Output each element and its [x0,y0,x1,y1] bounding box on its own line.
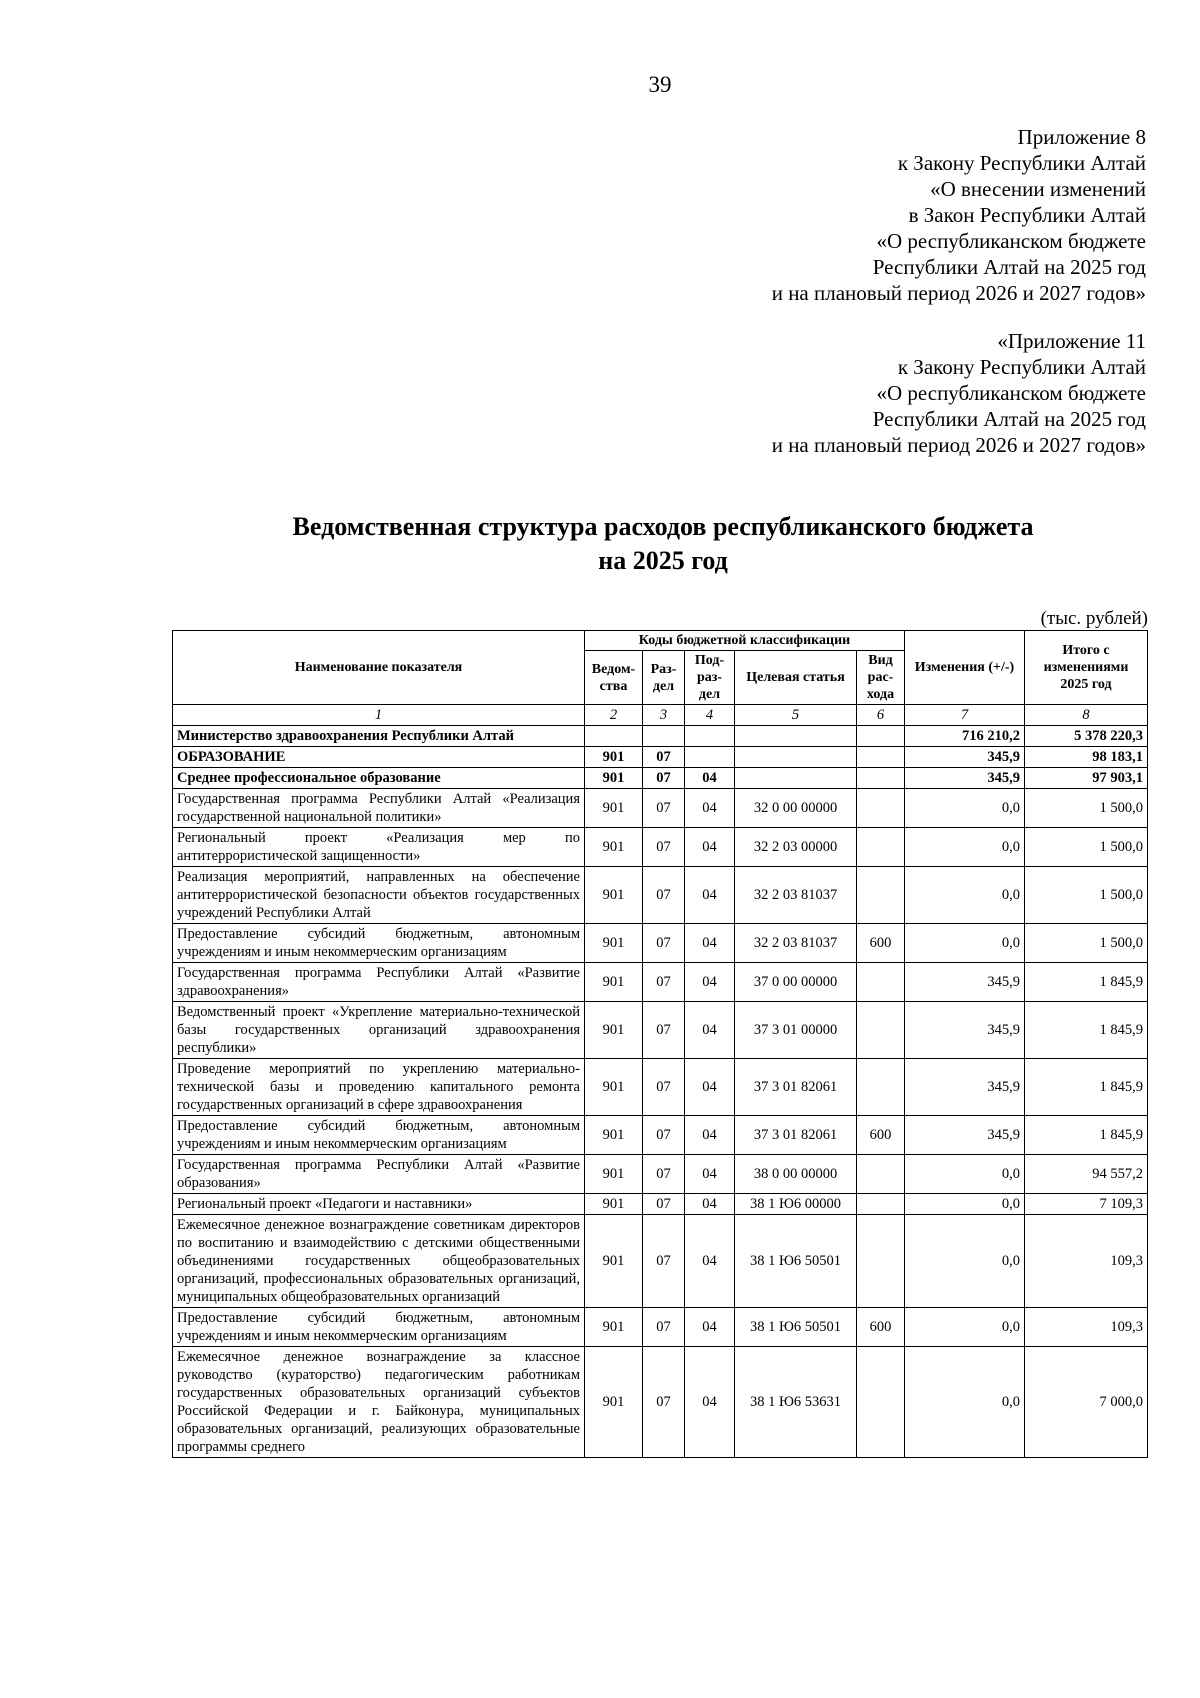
row-change-cell: 345,9 [905,1059,1025,1116]
row-change-cell: 0,0 [905,1308,1025,1347]
row-change-cell: 716 210,2 [905,726,1025,747]
row-vedomstvo-cell: 901 [585,1116,643,1155]
page-number: 39 [648,72,672,97]
row-change-cell: 345,9 [905,963,1025,1002]
row-vedomstvo-cell: 901 [585,1308,643,1347]
row-name-cell: Ежемесячное денежное вознаграждение за классное руководство (кураторство) педагогическим работникам государственных образовательных организаций субъектов Российской Федерации и г. Байконура, муниципальных образовательных организаций, реализующих образовательные программы среднего [173,1347,585,1458]
table-row [173,963,1148,1002]
row-name-cell: Региональный проект «Педагоги и наставники» [173,1194,585,1215]
row-change-cell: 0,0 [905,828,1025,867]
appendix-11-header [700,328,1146,458]
table-body [173,726,1148,1458]
appendix-8-line: Республики Алтай на 2025 год [872,255,1146,279]
row-vedomstvo-cell: 901 [585,1347,643,1458]
table-row [173,1002,1148,1059]
units-label: (тыс. рублей) [1040,608,1148,629]
row-total-cell: 5 378 220,3 [1025,726,1148,747]
row-article-cell [735,726,857,747]
row-change-cell: 0,0 [905,1215,1025,1308]
appendix-8-line: и на плановый период 2026 и 2027 годов» [771,281,1146,305]
row-total-cell: 1 500,0 [1025,828,1148,867]
table-row [173,1116,1148,1155]
row-article-cell [735,768,857,789]
row-podrazdel-cell [685,726,735,747]
row-razdel-cell: 07 [643,789,685,828]
row-name-cell: Министерство здравоохранения Республики Алтай [173,726,585,747]
row-change-cell: 0,0 [905,1155,1025,1194]
row-razdel-cell: 07 [643,1347,685,1458]
row-total-cell: 1 500,0 [1025,867,1148,924]
column-number: 7 [905,705,1025,726]
row-name-cell: Государственная программа Республики Алтай «Развитие образования» [173,1155,585,1194]
row-article-cell: 38 1 Ю6 50501 [735,1215,857,1308]
row-razdel-cell: 07 [643,1194,685,1215]
row-change-cell: 345,9 [905,1116,1025,1155]
row-name-cell: Реализация мероприятий, направленных на обеспечение антитеррористической безопасности объектов государственных учреждений Республики Алтай [173,867,585,924]
row-podrazdel-cell: 04 [685,1155,735,1194]
row-podrazdel-cell: 04 [685,924,735,963]
header-total: Итого с изменениями 2025 год [1025,631,1148,705]
table-row [173,1059,1148,1116]
row-article-cell: 38 1 Ю6 53631 [735,1347,857,1458]
row-podrazdel-cell: 04 [685,768,735,789]
row-vid-rashoda-cell [857,1347,905,1458]
document-title-line-2: на 2025 год [598,546,728,575]
row-total-cell: 97 903,1 [1025,768,1148,789]
row-name-cell: Предоставление субсидий бюджетным, автономным учреждениям и иным некоммерческим организациям [173,924,585,963]
row-name-cell: ОБРАЗОВАНИЕ [173,747,585,768]
row-vedomstvo-cell: 901 [585,963,643,1002]
row-total-cell: 1 845,9 [1025,963,1148,1002]
row-name-cell: Ведомственный проект «Укрепление материально-технической базы государственных организаций здравоохранения республики» [173,1002,585,1059]
row-vid-rashoda-cell: 600 [857,1308,905,1347]
document-title [172,510,1154,578]
row-razdel-cell: 07 [643,768,685,789]
row-total-cell: 1 845,9 [1025,1002,1148,1059]
row-vid-rashoda-cell [857,726,905,747]
row-name-cell: Государственная программа Республики Алтай «Реализация государственной национальной политики» [173,789,585,828]
row-vid-rashoda-cell [857,768,905,789]
row-vedomstvo-cell: 901 [585,828,643,867]
appendix-8-line: в Закон Республики Алтай [908,203,1146,227]
row-change-cell: 345,9 [905,747,1025,768]
row-vedomstvo-cell: 901 [585,747,643,768]
row-change-cell: 0,0 [905,1194,1025,1215]
row-podrazdel-cell: 04 [685,1059,735,1116]
column-number-row [173,705,1148,726]
row-total-cell: 1 500,0 [1025,924,1148,963]
row-vid-rashoda-cell [857,1194,905,1215]
row-razdel-cell: 07 [643,867,685,924]
row-vid-rashoda-cell: 600 [857,924,905,963]
appendix-8-header [700,124,1146,306]
row-change-cell: 0,0 [905,867,1025,924]
row-total-cell: 109,3 [1025,1215,1148,1308]
row-vid-rashoda-cell [857,867,905,924]
row-vedomstvo-cell: 901 [585,1002,643,1059]
row-total-cell: 7 109,3 [1025,1194,1148,1215]
column-number: 1 [173,705,585,726]
row-name-cell: Предоставление субсидий бюджетным, автономным учреждениям и иным некоммерческим организациям [173,1308,585,1347]
row-razdel-cell: 07 [643,1059,685,1116]
row-vid-rashoda-cell [857,963,905,1002]
row-vedomstvo-cell: 901 [585,1059,643,1116]
column-number: 8 [1025,705,1148,726]
row-article-cell: 37 3 01 82061 [735,1116,857,1155]
row-razdel-cell: 07 [643,828,685,867]
row-name-cell: Среднее профессиональное образование [173,768,585,789]
row-total-cell: 1 845,9 [1025,1116,1148,1155]
row-name-cell: Государственная программа Республики Алтай «Развитие здравоохранения» [173,963,585,1002]
table-row [173,1308,1148,1347]
column-number: 6 [857,705,905,726]
row-razdel-cell: 07 [643,963,685,1002]
table-row [173,924,1148,963]
row-vid-rashoda-cell [857,747,905,768]
row-podrazdel-cell: 04 [685,1194,735,1215]
row-article-cell: 38 1 Ю6 00000 [735,1194,857,1215]
row-vid-rashoda-cell [857,1215,905,1308]
row-article-cell: 37 3 01 00000 [735,1002,857,1059]
row-article-cell: 32 0 00 00000 [735,789,857,828]
row-podrazdel-cell: 04 [685,1215,735,1308]
row-change-cell: 345,9 [905,1002,1025,1059]
row-change-cell: 0,0 [905,1347,1025,1458]
table-row [173,1194,1148,1215]
row-article-cell: 37 3 01 82061 [735,1059,857,1116]
table-row [173,747,1148,768]
row-article-cell: 32 2 03 00000 [735,828,857,867]
row-vedomstvo-cell: 901 [585,1194,643,1215]
row-name-cell: Предоставление субсидий бюджетным, автономным учреждениям и иным некоммерческим организациям [173,1116,585,1155]
row-total-cell: 7 000,0 [1025,1347,1148,1458]
row-podrazdel-cell: 04 [685,867,735,924]
table-row [173,1347,1148,1458]
row-article-cell: 38 0 00 00000 [735,1155,857,1194]
row-podrazdel-cell: 04 [685,828,735,867]
row-vid-rashoda-cell [857,789,905,828]
row-change-cell: 345,9 [905,768,1025,789]
row-podrazdel-cell: 04 [685,1116,735,1155]
header-name: Наименование показателя [173,631,585,705]
table-row [173,1215,1148,1308]
row-razdel-cell: 07 [643,1155,685,1194]
row-vedomstvo-cell: 901 [585,789,643,828]
table-row [173,828,1148,867]
row-vid-rashoda-cell: 600 [857,1116,905,1155]
row-vedomstvo-cell: 901 [585,867,643,924]
row-vid-rashoda-cell [857,1059,905,1116]
row-article-cell: 37 0 00 00000 [735,963,857,1002]
header-article: Целевая статья [735,651,857,705]
appendix-8-line: «О внесении изменений [930,177,1146,201]
row-vedomstvo-cell [585,726,643,747]
appendix-11-line: к Закону Республики Алтай [897,355,1146,379]
appendix-11-line: «О республиканском бюджете [876,381,1146,405]
column-number: 3 [643,705,685,726]
table-row [173,768,1148,789]
appendix-11-line: и на плановый период 2026 и 2027 годов» [771,433,1146,457]
row-podrazdel-cell: 04 [685,963,735,1002]
column-number: 4 [685,705,735,726]
budget-table [172,630,1148,1458]
row-article-cell: 32 2 03 81037 [735,924,857,963]
row-vid-rashoda-cell [857,1002,905,1059]
row-total-cell: 94 557,2 [1025,1155,1148,1194]
table-row [173,726,1148,747]
appendix-11-line: Республики Алтай на 2025 год [872,407,1146,431]
row-total-cell: 98 183,1 [1025,747,1148,768]
row-change-cell: 0,0 [905,924,1025,963]
row-name-cell: Региональный проект «Реализация мер по антитеррористической защищенности» [173,828,585,867]
header-vedomstva: Ведом-ства [585,651,643,705]
row-vedomstvo-cell: 901 [585,1155,643,1194]
row-razdel-cell: 07 [643,1116,685,1155]
table-row [173,867,1148,924]
row-podrazdel-cell [685,747,735,768]
row-razdel-cell: 07 [643,1215,685,1308]
header-codes-group: Коды бюджетной классификации [585,631,905,651]
appendix-8-line: «О республиканском бюджете [876,229,1146,253]
appendix-11-line: «Приложение 11 [997,329,1146,353]
row-vedomstvo-cell: 901 [585,924,643,963]
row-article-cell [735,747,857,768]
header-vid-rashoda: Вид рас-хода [857,651,905,705]
row-vedomstvo-cell: 901 [585,1215,643,1308]
column-number: 5 [735,705,857,726]
document-title-line-1: Ведомственная структура расходов республиканского бюджета [292,512,1034,541]
row-podrazdel-cell: 04 [685,1347,735,1458]
row-razdel-cell [643,726,685,747]
header-changes: Изменения (+/-) [905,631,1025,705]
row-article-cell: 32 2 03 81037 [735,867,857,924]
row-vid-rashoda-cell [857,1155,905,1194]
row-name-cell: Ежемесячное денежное вознаграждение советникам директоров по воспитанию и взаимодействию с детскими общественными объединениями государственных общеобразовательных организаций, профессиональных образовательных организаций, муниципальных общеобразовательных организаций [173,1215,585,1308]
appendix-8-line: Приложение 8 [1017,125,1146,149]
appendix-8-line: к Закону Республики Алтай [897,151,1146,175]
row-article-cell: 38 1 Ю6 50501 [735,1308,857,1347]
row-total-cell: 1 500,0 [1025,789,1148,828]
table-row [173,1155,1148,1194]
header-razdel: Раз-дел [643,651,685,705]
row-vedomstvo-cell: 901 [585,768,643,789]
row-razdel-cell: 07 [643,1308,685,1347]
row-podrazdel-cell: 04 [685,1308,735,1347]
row-name-cell: Проведение мероприятий по укреплению материально-технической базы и проведению капитального ремонта государственных организаций в сфере здравоохранения [173,1059,585,1116]
row-change-cell: 0,0 [905,789,1025,828]
row-razdel-cell: 07 [643,1002,685,1059]
row-podrazdel-cell: 04 [685,1002,735,1059]
row-total-cell: 109,3 [1025,1308,1148,1347]
header-podrazdel: Под-раз-дел [685,651,735,705]
row-vid-rashoda-cell [857,828,905,867]
row-total-cell: 1 845,9 [1025,1059,1148,1116]
row-podrazdel-cell: 04 [685,789,735,828]
column-number: 2 [585,705,643,726]
row-razdel-cell: 07 [643,747,685,768]
row-razdel-cell: 07 [643,924,685,963]
table-row [173,789,1148,828]
